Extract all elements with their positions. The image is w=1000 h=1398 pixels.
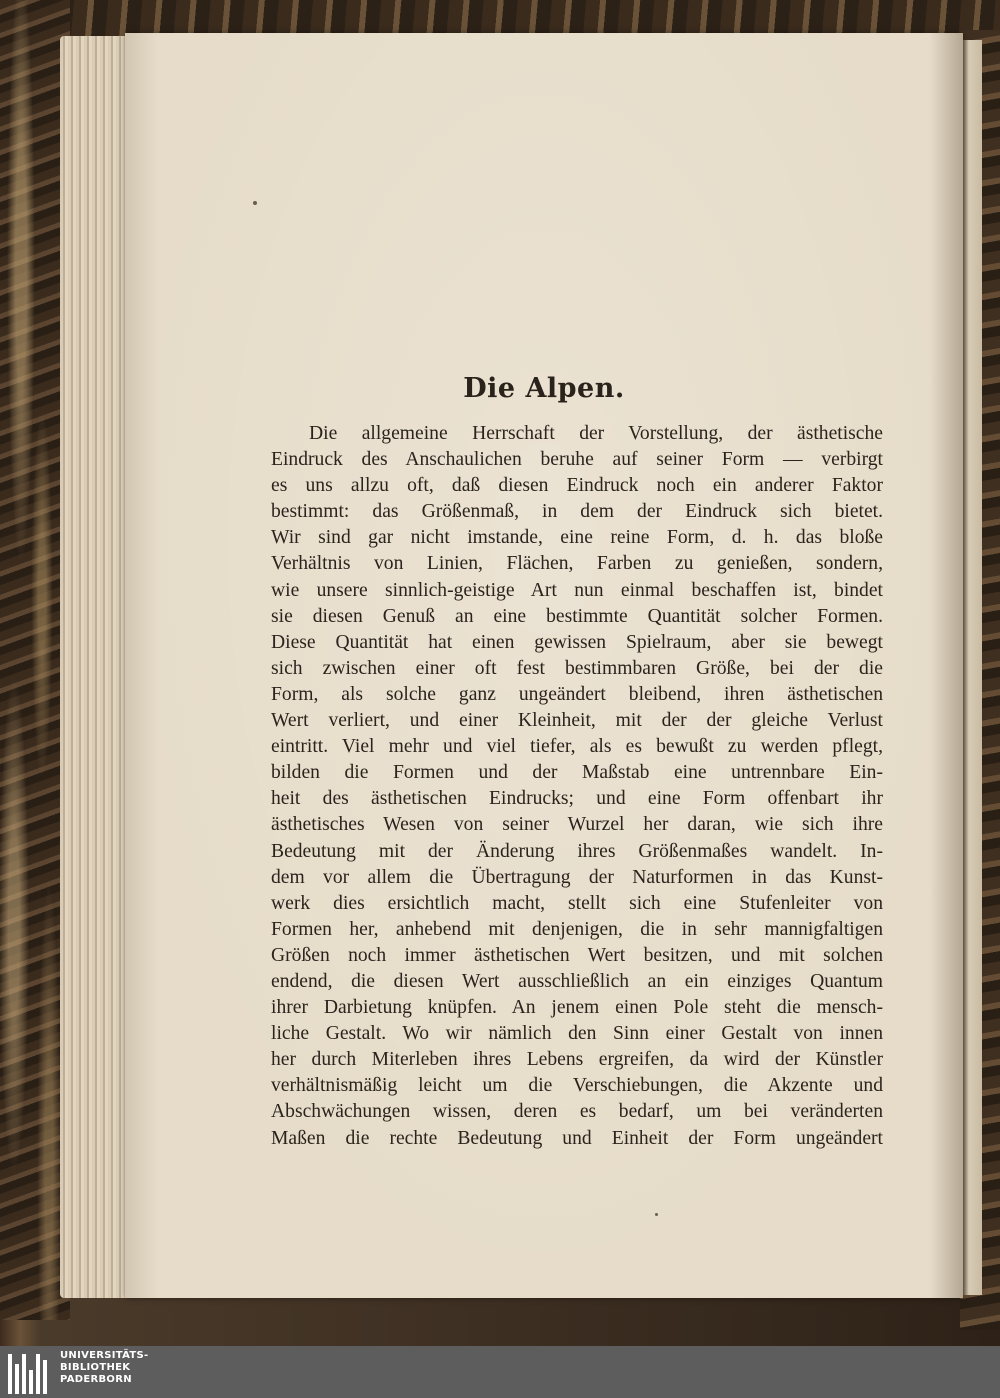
text-line: Größen noch immer ästhetischen Wert besitzen, und mit solchen (271, 944, 883, 966)
text-line: verhältnismäßig leicht um die Verschiebungen, die Akzente und (271, 1075, 883, 1097)
text-line: her durch Miterleben ihres Lebens ergreifen, da wird der Künstler (271, 1049, 883, 1071)
library-name-line: BIBLIOTHEK (60, 1362, 131, 1373)
text-line: ihrer Darbietung knüpfen. An jenem einen Pole steht die mensch- (271, 997, 883, 1019)
text-line: endend, die diesen Wert ausschließlich an ein einziges Quantum (271, 970, 883, 992)
text-line: Die allgemeine Herrschaft der Vorstellung, der ästhetische (309, 423, 883, 444)
text-line: Bedeutung mit der Änderung ihres Größenmaßes wandelt. In- (271, 840, 883, 862)
text-line: Diese Quantität hat einen gewissen Spielraum, aber sie bewegt (271, 631, 883, 653)
text-line: ästhetisches Wesen von seiner Wurzel her daran, wie sich ihre (271, 814, 883, 836)
text-line: Eindruck des Anschaulichen beruhe auf seiner Form — verbirgt (271, 449, 883, 471)
text-line: bilden die Formen und der Maßstab eine untrennbare Ein- (271, 762, 883, 784)
library-footer (0, 1346, 1000, 1398)
text-line: sie diesen Genuß an eine bestimmte Quantität solcher Formen. (271, 605, 883, 627)
text-line: Wir sind gar nicht imstande, eine reine Form, d. h. das bloße (271, 527, 883, 549)
library-name-line: UNIVERSITÄTS- (60, 1350, 149, 1361)
chapter-title: Die Alpen. (463, 373, 625, 404)
body-text (271, 421, 883, 1152)
text-line: Form, als solche ganz ungeändert bleibend, ihren ästhetischen (271, 683, 883, 705)
text-line: liche Gestalt. Wo wir nämlich den Sinn einer Gestalt von innen (271, 1023, 883, 1045)
library-name (60, 1350, 149, 1386)
library-name-line: PADERBORN (60, 1374, 132, 1385)
text-line: eintritt. Viel mehr und viel tiefer, als es bewußt zu werden pflegt, (271, 736, 883, 758)
book-page (125, 33, 963, 1298)
page-speck (253, 201, 257, 205)
text-line: Verhältnis von Linien, Flächen, Farben zu genießen, sondern, (271, 553, 883, 575)
text-line: dem vor allem die Übertragung der Naturformen in das Kunst- (271, 866, 883, 888)
text-line: Formen her, anhebend mit denjenigen, die in sehr mannigfaltigen (271, 918, 883, 940)
text-line: Maßen die rechte Bedeutung und Einheit der Form ungeändert (271, 1127, 883, 1149)
text-line: wie unsere sinnlich-geistige Art nun einmal beschaffen ist, bindet (271, 579, 883, 601)
text-line: sich zwischen einer oft fest bestimmbaren Größe, bei der die (271, 657, 883, 679)
text-line: bestimmt: das Größenmaß, in dem der Eindruck sich bietet. (271, 501, 883, 523)
page-speck (655, 1213, 658, 1216)
text-line: Abschwächungen wissen, deren es bedarf, um bei veränderten (271, 1101, 883, 1123)
text-line: Wert verliert, und einer Kleinheit, mit der der gleiche Verlust (271, 710, 883, 732)
text-line: heit des ästhetischen Eindrucks; und eine Form offenbart ihr (271, 788, 883, 810)
library-logo-icon (6, 1350, 54, 1394)
text-line: werk dies ersichtlich macht, stellt sich eine Stufenleiter von (271, 892, 883, 914)
facing-page-edge (960, 40, 982, 1295)
text-line: es uns allzu oft, daß diesen Eindruck noch ein anderer Faktor (271, 475, 883, 497)
